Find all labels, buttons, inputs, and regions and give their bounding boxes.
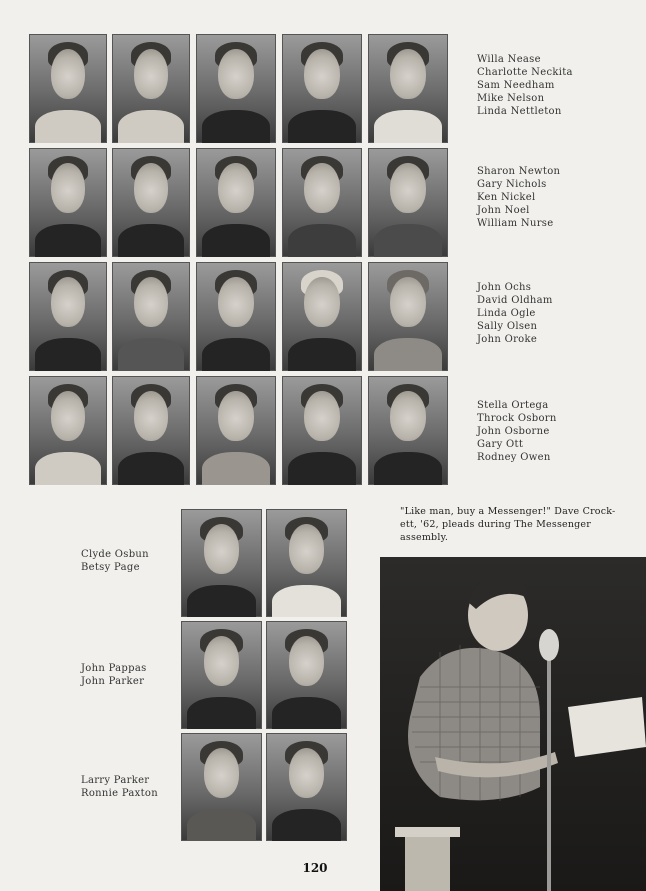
student-name: John Noel	[477, 204, 530, 216]
page-number: 120	[302, 861, 328, 875]
student-name: Charlotte Neckita	[477, 66, 573, 78]
portrait-photo	[181, 733, 262, 841]
student-name: Betsy Page	[81, 561, 140, 573]
student-name: John Ochs	[477, 282, 532, 293]
photo-caption: "Like man, buy a Messenger!" Dave Crock- ett, '62, pleads during The Messenger assembly.	[400, 506, 616, 543]
student-name: William Nurse	[477, 217, 554, 229]
portrait-photo	[112, 262, 190, 371]
name-list-pair-3	[81, 775, 158, 801]
portrait-photo	[266, 733, 347, 841]
candid-photo-illustration	[380, 557, 646, 891]
candid-photo	[380, 557, 646, 891]
portrait-photo	[29, 376, 107, 485]
student-name: Linda Ogle	[477, 307, 536, 319]
portrait-photo	[368, 148, 448, 257]
student-name: John Oroke	[477, 333, 538, 345]
portrait-photo	[112, 376, 190, 485]
student-name: Clyde Osbun	[81, 549, 149, 560]
portrait-photo	[181, 509, 262, 617]
portrait-photo	[282, 148, 362, 257]
student-name: Stella Ortega	[477, 400, 549, 411]
student-name: David Oldham	[477, 294, 553, 306]
portrait-photo	[196, 148, 276, 257]
portrait-photo	[112, 148, 190, 257]
student-name: Rodney Owen	[477, 451, 551, 463]
portrait-photo	[29, 262, 107, 371]
student-name: Throck Osborn	[477, 412, 557, 424]
student-name: John Osborne	[477, 425, 550, 437]
portrait-photo	[282, 262, 362, 371]
student-name: Willa Nease	[477, 54, 541, 65]
portrait-photo	[368, 262, 448, 371]
student-name: John Pappas	[81, 663, 147, 674]
student-name: Sharon Newton	[477, 166, 561, 177]
student-name: Larry Parker	[81, 775, 150, 786]
student-name: Sam Needham	[477, 79, 555, 91]
portrait-photo	[368, 34, 448, 143]
student-name: John Parker	[81, 675, 145, 687]
portrait-photo	[282, 376, 362, 485]
portrait-photo	[282, 34, 362, 143]
portrait-photo	[196, 376, 276, 485]
portrait-photo	[266, 509, 347, 617]
name-list-row-1	[477, 54, 573, 119]
student-name: Linda Nettleton	[477, 105, 562, 117]
name-list-row-4	[477, 400, 557, 465]
student-name: Ken Nickel	[477, 191, 536, 203]
portrait-photo	[29, 34, 107, 143]
portrait-photo	[112, 34, 190, 143]
portrait-photo	[266, 621, 347, 729]
student-name: Ronnie Paxton	[81, 787, 158, 799]
student-name: Gary Nichols	[477, 178, 547, 190]
name-list-pair-1	[81, 549, 149, 575]
name-list-row-2	[477, 166, 560, 231]
student-name: Sally Olsen	[477, 320, 538, 332]
portrait-photo	[29, 148, 107, 257]
portrait-photo	[181, 621, 262, 729]
portrait-photo	[368, 376, 448, 485]
portrait-photo	[196, 34, 276, 143]
portrait-photo	[196, 262, 276, 371]
student-name: Gary Ott	[477, 438, 524, 450]
name-list-pair-2	[81, 663, 147, 689]
student-name: Mike Nelson	[477, 92, 545, 104]
name-list-row-3	[477, 282, 553, 347]
